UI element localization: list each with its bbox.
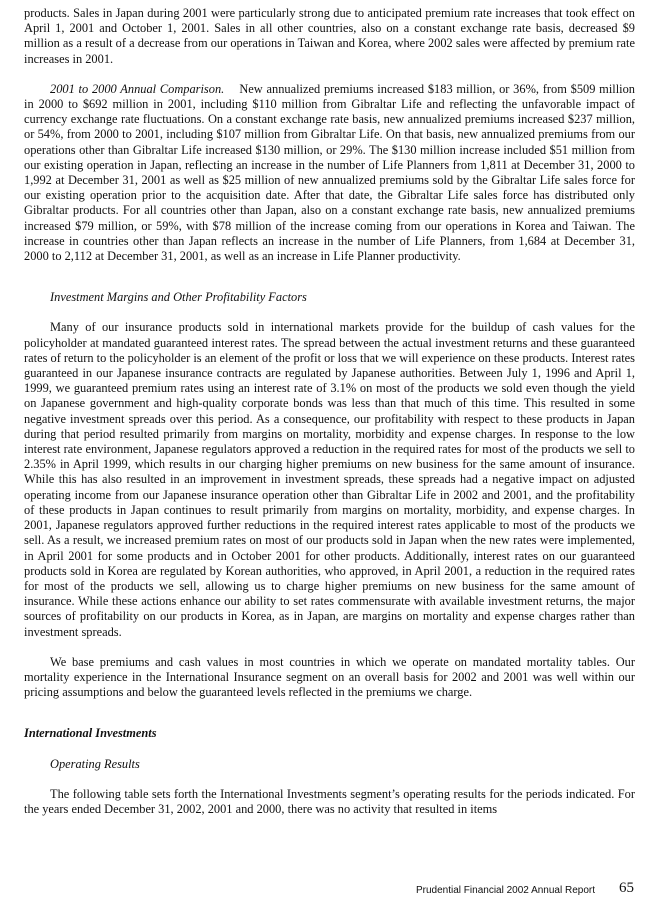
paragraph-2001-to-2000-comparison — [24, 82, 635, 264]
page-number: 65 — [619, 880, 634, 896]
paragraph-japan-sales: products. Sales in Japan during 2001 were particularly strong due to anticipated premium rate increases that took effect on April 1, 2001 and October 1, 2001. Sales in all other countries, also on a constant exchange rate basis, decreased $9 million as a result of a decrease from our operations in Taiwan and Korea, where 2002 sales were affected by premium rate increases in 2001. — [24, 6, 635, 66]
paragraph-investment-margins: Many of our insurance products sold in international markets provide for the buildup of cash values for the policyholder at mandated guaranteed interest rates. The spread between the actual investment returns and these guaranteed rates of return to the policyholder is an element of the profit or loss that we will experience on these products. Interest rates guaranteed in our Japanese insurance contracts are regulated by Japanese authorities. Between July 1, 1996 and April 1, 1999, we guaranteed premium rates using an interest rate of 3.1% on most of the products we sold even though the yield on Japanese government and high-quality corporate bonds was less than that much of this time. This resulted in some negative investment spreads over this period. As a consequence, our profitability with respect to these products in Japan during that period resulted primarily from margins on mortality, morbidity and expense charges. In response to the low interest rate environment, Japanese regulators approved a reduction in the required rates for most of the products we sell to 2.35% in April 1999, which results in our charging higher premiums on new business for the same amount of insurance. While this has also resulted in an improvement in investment spreads, these spreads had a negative impact on adjusted operating income from our Japanese insurance operation other than Gibraltar Life in 2002 and 2001, and the profitability of these products in Japan continues to result primarily from margins on mortality, morbidity, and expense charges. In 2001, Japanese regulators approved further reductions in the required interest rates applicable to most of the products we sell. As a result, we increased premium rates on most of our products sold in Japan when the new rates were implemented, in April 2001 for some products and in October 2001 for other products. Additionally, interest rates on our guaranteed products sold in Korea are regulated by Korean authorities, who approved, in April 2001, a reduction in the required rates for most of the products we sell, allowing us to charge higher premiums on new business for the same amount of insurance. While these actions enhance our ability to set rates commensurate with available investment returns, the major sources of profitability on our products in Korea, as in Japan, are margins on mortality and expense charges rather than investment spreads. — [24, 320, 635, 639]
footer-report-title: Prudential Financial 2002 Annual Report — [416, 885, 596, 896]
section-heading-international-investments: International Investments — [24, 726, 157, 741]
document-body — [24, 6, 635, 817]
comparison-text: New annualized premiums increased $183 million, or 36%, from $509 million in 2000 to $692 million in 2001, including $110 million from Gibraltar Life and reflecting the unfavorable impact of currency exchange rate fluctuations. On a constant exchange rate basis, new annualized premiums increased $237 million, or 54%, from 2000 to 2001, including $107 million from Gibraltar Life. On that basis, new annualized premiums from our operations other than Gibraltar Life increased $130 million, or 29%. The $130 million increase included $51 million from our existing operation in Japan, reflecting an increase in the number of Life Planners from 1,811 at December 31, 2000 to 1,992 at December 31, 2001 as well as $25 million of new annualized premiums sold by the Gibraltar Life sales force for our existing operation prior to the acquisition date. After that date, the Gibraltar Life sales force has distributed only Gibraltar products. For all countries other than Japan, also on a constant exchange rate basis, new annualized premiums increased $79 million, or 59%, with $78 million of the increase coming from our operations in Korea and Taiwan. The increase in countries other than Japan reflects an increase in the number of Life Planners, from 1,684 at December 31, 2000 to 2,112 at December 31, 2001, as well as an increase in Life Planner productivity. — [24, 81, 635, 264]
paragraph-operating-results: The following table sets forth the International Investments segment’s operating results for the periods indicated. For the years ended December 31, 2002, 2001 and 2000, there was no activity that resulted in items — [24, 786, 635, 816]
subheading-operating-results: Operating Results — [50, 756, 140, 771]
paragraph-mortality-tables: We base premiums and cash values in most countries in which we operate on mandated mortality tables. Our mortality experience in the International Insurance segment on an overall basis for 2002 and 2001 was well within our pricing assumptions and below the guaranteed levels reflected in the premiums we charge. — [24, 654, 635, 700]
subheading-investment-margins: Investment Margins and Other Profitability Factors — [50, 290, 307, 305]
run-in-heading: 2001 to 2000 Annual Comparison. — [50, 81, 225, 96]
